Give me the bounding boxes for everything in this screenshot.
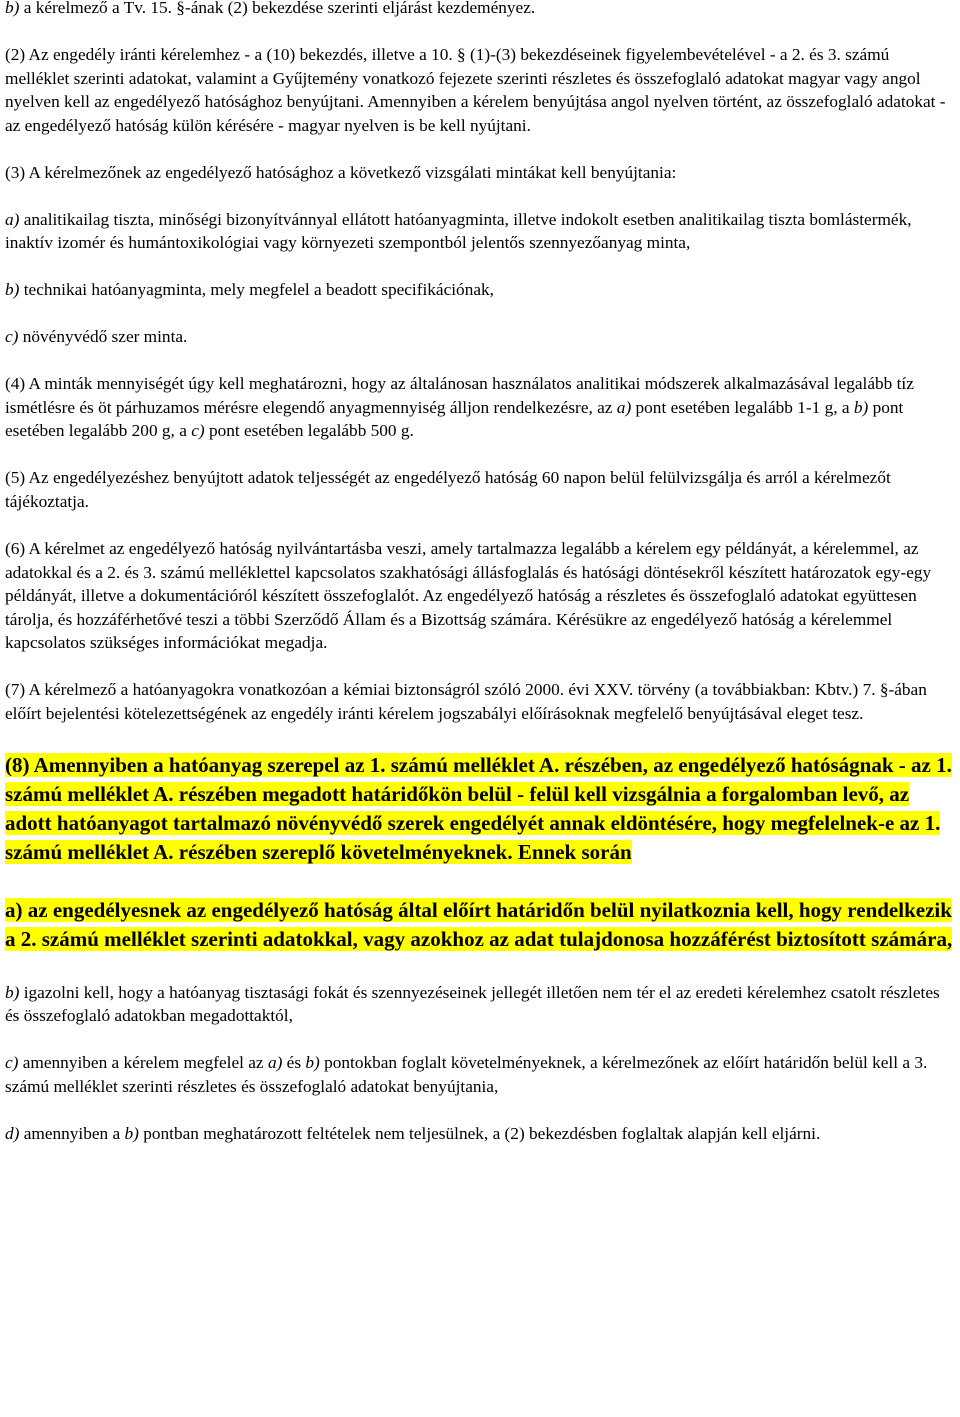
item-ref: a): [616, 397, 632, 417]
paragraph-text: analitikailag tiszta, minőségi bizonyítvánnyal ellátott hatóanyagminta, illetve indokolt esetben analitikailag tiszta bomlástermék, inaktív izomér és humántoxikológiai vagy környezeti szempontból jelentős szennyezőanyag minta,: [5, 209, 912, 253]
paragraph-8-d: [5, 1122, 956, 1146]
paragraph-text: (3) A kérelmezőnek az engedélyező hatósághoz a következő vizsgálati mintákat kell benyújtania:: [5, 162, 677, 182]
paragraph-text: technikai hatóanyagminta, mely megfelel a beadott specifikációnak,: [19, 280, 494, 300]
item-label: d): [5, 1123, 20, 1143]
paragraph-text: pont esetében legalább 500 g.: [204, 421, 414, 441]
paragraph-6: [5, 537, 956, 655]
item-label: a): [5, 209, 20, 229]
paragraph-5: [5, 466, 956, 513]
item-label: c): [5, 327, 19, 347]
paragraph-text: (7) A kérelmező a hatóanyagokra vonatkozóan a kémiai biztonságról szóló 2000. évi XXV. törvény (a továbbiakban: Kbtv.) 7. §-ában előírt bejelentési kötelezettségének az engedély iránti kérelem jogszabályi előírásoknak megfelelő benyújtásával eleget tesz.: [5, 680, 927, 723]
paragraph-8-b: [5, 981, 956, 1028]
paragraph-2: [5, 43, 956, 137]
paragraph-text: amennyiben a kérelem megfelel az: [18, 1053, 268, 1073]
item-ref: b): [305, 1053, 320, 1073]
paragraph-text: pont esetében legalább 1-1 g, a: [631, 397, 854, 417]
paragraph-3: [5, 161, 956, 185]
item-ref: a): [267, 1053, 283, 1073]
paragraph-8-highlighted: [5, 751, 956, 867]
item-label: b): [5, 0, 20, 17]
paragraph-8-a-highlighted: [5, 896, 956, 954]
paragraph-3-c: [5, 325, 956, 349]
paragraph-1-b-tail: [5, 0, 956, 20]
highlighted-text: (8) Amennyiben a hatóanyag szerepel az 1. számú melléklet A. részében, az engedélyező hatóságnak - az 1. számú melléklet A. részében megadott határidőkön belül - felül kell vizsgálnia a forgalomban levő, az adott hatóanyagot tartalmazó növényvédő szerek engedélyét annak eldöntésére, hogy megfelelnek-e az 1. számú melléklet A. részében szereplő követelményeknek. Ennek során: [5, 752, 952, 864]
paragraph-text: (4) A minták mennyiségét úgy kell meghatározni, hogy az általánosan használatos analitikai módszerek alkalmazásával legalább tíz ismétlésre és öt párhuzamos mérésre elegendő anyagmennyiség álljon rendelkezésre, az: [5, 374, 914, 417]
paragraph-3-a: [5, 208, 956, 255]
paragraph-text: (5) Az engedélyezéshez benyújtott adatok teljességét az engedélyező hatóság 60 napon belül felülvizsgálja és arról a kérelmezőt tájékoztatja.: [5, 468, 891, 512]
paragraph-text: pontban meghatározott feltételek nem teljesülnek, a (2) bekezdésben foglaltak alapján kell eljárni.: [138, 1123, 821, 1143]
item-label: c): [5, 1053, 19, 1073]
paragraph-8-c: [5, 1051, 956, 1098]
paragraph-text: amennyiben a: [19, 1123, 125, 1143]
item-ref: b): [124, 1123, 139, 1143]
paragraph-text: (2) Az engedély iránti kérelemhez - a (10) bekezdés, illetve a 10. § (1)-(3) bekezdéseinek figyelembevételével - a 2. és 3. számú melléklet szerinti adatokat, valamint a Gyűjtemény vonatkozó fejezete szerinti részletes és összefoglaló adatokat magyar vagy angol nyelven kell az engedélyező hatósághoz benyújtani. Amennyiben a kérelem benyújtása angol nyelven történt, az összefoglaló adatokat - az engedélyező hatóság külön kérésére - magyar nyelven is be kell nyújtani.: [5, 44, 946, 135]
item-label: b): [5, 280, 20, 300]
paragraph-3-b: [5, 278, 956, 302]
paragraph-text: pont esetében legalább 200 g, a: [5, 397, 904, 441]
highlighted-text: a) az engedélyesnek az engedélyező hatóság által előírt határidőn belül nyilatkoznia kell, hogy rendelkezik a 2. számú melléklet szerinti adatokkal, vagy azokhoz az adat tulajdonosa hozzáférést biztosított számára,: [5, 897, 953, 951]
paragraph-4: [5, 372, 956, 443]
paragraph-text: igazolni kell, hogy a hatóanyag tisztasági fokát és szennyezéseinek jellegét illetően nem tér el az eredeti kérelemhez csatolt részletes és összefoglaló adatokban megadottaktól,: [5, 982, 940, 1026]
paragraph-text: és: [282, 1053, 306, 1073]
item-ref: c): [191, 421, 205, 441]
paragraph-text: pontokban foglalt követelményeknek, a kérelmezőnek az előírt határidőn belül kell a 3. számú melléklet szerinti részletes és összefoglaló adatokat benyújtania,: [5, 1053, 928, 1096]
paragraph-text: (6) A kérelmet az engedélyező hatóság nyilvántartásba veszi, amely tartalmazza legalább a kérelem egy példányát, a kérelemmel, az adatokkal és a 2. és 3. számú melléklettel kapcsolatos szakhatósági állásfoglalás és hatósági döntésekről készített határozatok egy-egy példányát, illetve a dokumentációról készített összefoglalót. Az engedélyező hatóság a részletes és összefoglaló adatokat együttesen tárolja, és hozzáférhetővé teszi a többi Szerződő Állam és a Bizottság számára. Kérésükre az engedélyező hatóság a kérelemmel kapcsolatos szükséges információkat megadja.: [5, 539, 932, 653]
item-ref: b): [853, 397, 869, 417]
item-label: b): [5, 982, 20, 1002]
paragraph-text: a kérelmező a Tv. 15. §-ának (2) bekezdése szerinti eljárást kezdeményez.: [19, 0, 536, 17]
paragraph-7: [5, 678, 956, 725]
paragraph-text: növényvédő szer minta.: [18, 327, 188, 347]
